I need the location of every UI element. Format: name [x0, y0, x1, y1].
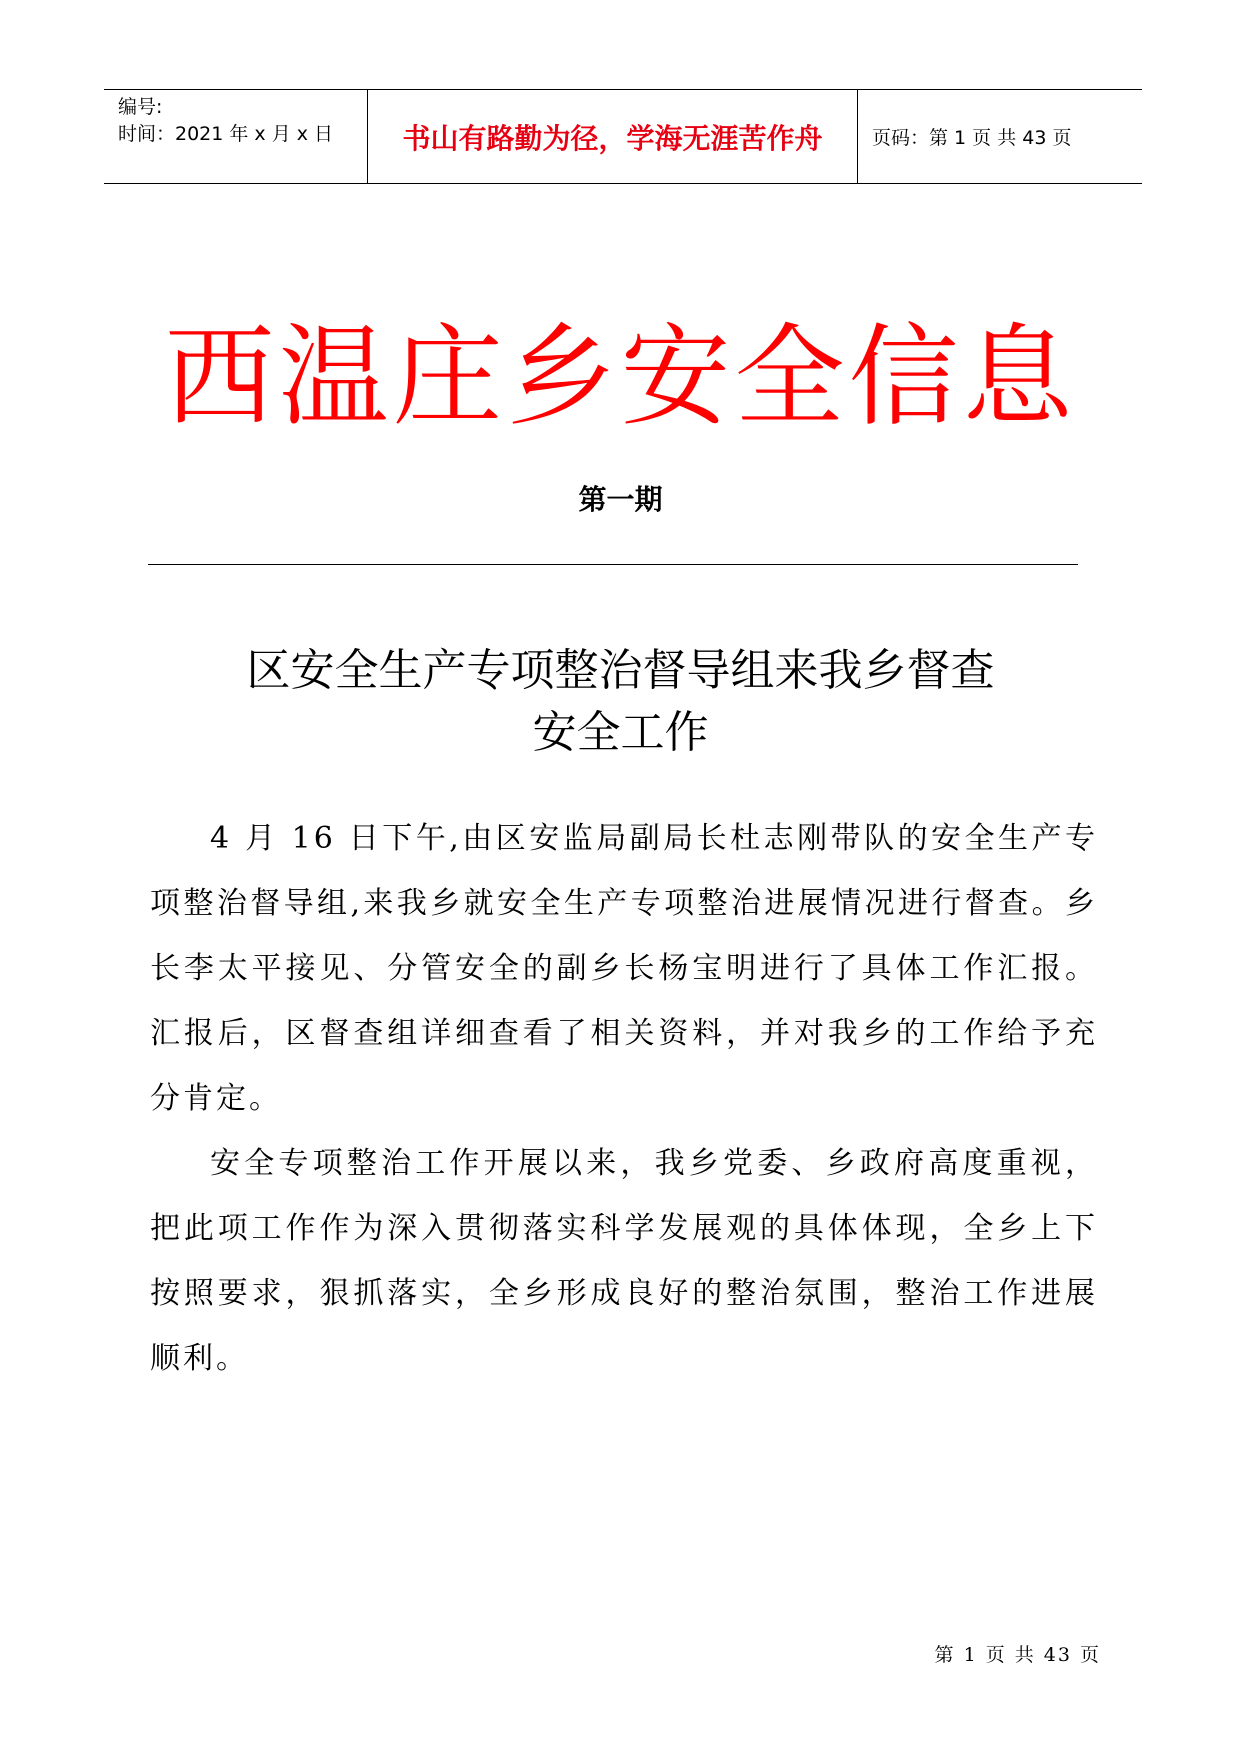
- header-motto: 书山有路勤为径，学海无涯苦作舟: [368, 90, 858, 183]
- serial-number-label: 编号:: [118, 96, 163, 118]
- article-title-line-1: 区安全生产专项整治督导组来我乡督查: [246, 645, 995, 696]
- header-meta: [104, 90, 368, 183]
- masthead-title: 西温庄乡安全信息: [164, 313, 1077, 441]
- page-footer: 第 1 页 共 43 页: [934, 1644, 1101, 1666]
- issue-number: 第一期: [578, 483, 663, 516]
- paragraph: 4 月 16 日下午,由区安监局副局长杜志刚带队的安全生产专项整治督导组,来我乡就安全生产专项整治进展情况进行督查。乡长李太平接见、分管安全的副乡长杨宝明进行了具体工作汇报。汇报后，区督查组详细查看了相关资料，并对我乡的工作给予充分肯定。: [150, 821, 1098, 1116]
- time-label: 时间：2021 年 x 月 x 日: [118, 123, 334, 145]
- article-title-line-2: 安全工作: [532, 707, 709, 758]
- divider-line: [148, 564, 1078, 565]
- document-header: [104, 89, 1142, 184]
- header-page-info: 页码：第 1 页 共 43 页: [872, 127, 1072, 149]
- article-title: [0, 640, 1241, 764]
- paragraph: 安全专项整治工作开展以来，我乡党委、乡政府高度重视，把此项工作作为深入贯彻落实科学发展观的具体体现，全乡上下按照要求，狠抓落实，全乡形成良好的整治氛围，整治工作进展顺利。: [150, 1146, 1098, 1376]
- article-body: [150, 806, 1098, 1391]
